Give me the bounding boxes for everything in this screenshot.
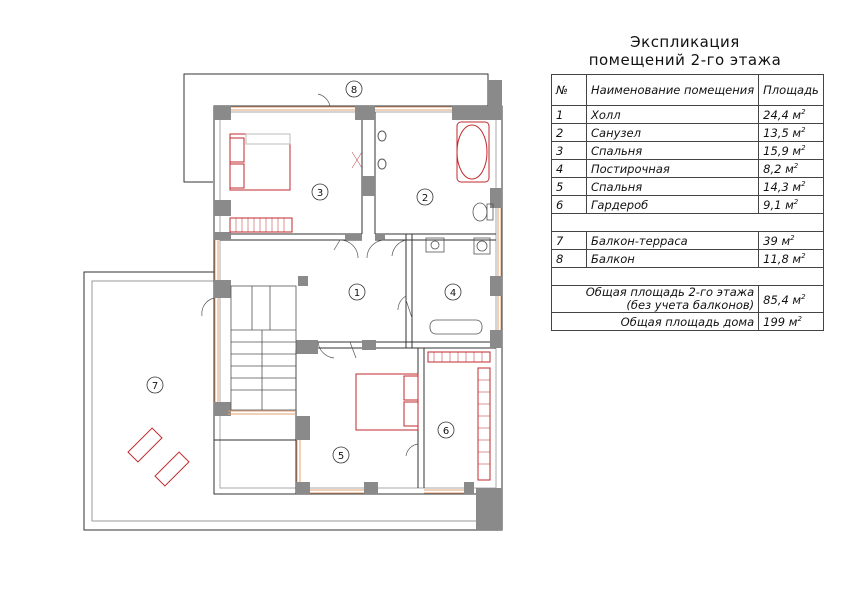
total-house-label: Общая площадь дома <box>552 313 759 331</box>
room-label-4: 4 <box>449 288 457 299</box>
table-row: 4 Постирочная 8,2 $м^2$ <box>552 160 824 178</box>
table-row: 8 Балкон 11,8 $м^2$ <box>552 250 824 268</box>
total-floor-value: 85,4 м <box>763 292 802 307</box>
table-row: 5 Спальня 14,3 $м^2$ <box>552 178 824 196</box>
explication-subtitle: помещений 2-го этажа <box>588 51 782 69</box>
header-num: № <box>552 75 587 106</box>
table-spacer-row <box>552 268 824 286</box>
room-label-2: 2 <box>421 193 429 204</box>
total-house-row: Общая площадь дома 199 $м^2$ <box>552 313 824 331</box>
total-floor-label: Общая площадь 2-го этажа <box>585 285 755 299</box>
table-row: 6 Гардероб 9,1 $м^2$ <box>552 196 824 214</box>
room-label-3: 3 <box>316 188 324 199</box>
room-label-6: 6 <box>442 426 450 437</box>
total-floor-row: Общая площадь 2-го этажа (без учета балконов) 85,4 $м^2$ <box>552 286 824 313</box>
total-floor-note: (без учета балконов) <box>626 298 755 312</box>
table-row: 2 Санузел 13,5 $м^2$ <box>552 124 824 142</box>
room-label-5: 5 <box>337 451 345 462</box>
room-label-7: 7 <box>151 381 159 392</box>
table-spacer-row <box>552 214 824 232</box>
total-house-value: 199 м <box>763 314 798 329</box>
header-name: Наименование помещения <box>587 75 759 106</box>
room-label-1: 1 <box>353 288 361 299</box>
table-row: 3 Спальня 15,9 $м^2$ <box>552 142 824 160</box>
table-row: 1 Холл 24,4 $м^2$ <box>552 106 824 124</box>
header-area: Площадь <box>759 75 824 106</box>
table-header-row <box>552 75 824 106</box>
explication-title: Экспликация <box>630 33 740 51</box>
room-label-8: 8 <box>350 85 358 96</box>
table-row: 7 Балкон-терраса 39 $м^2$ <box>552 232 824 250</box>
explication-table <box>551 74 824 331</box>
